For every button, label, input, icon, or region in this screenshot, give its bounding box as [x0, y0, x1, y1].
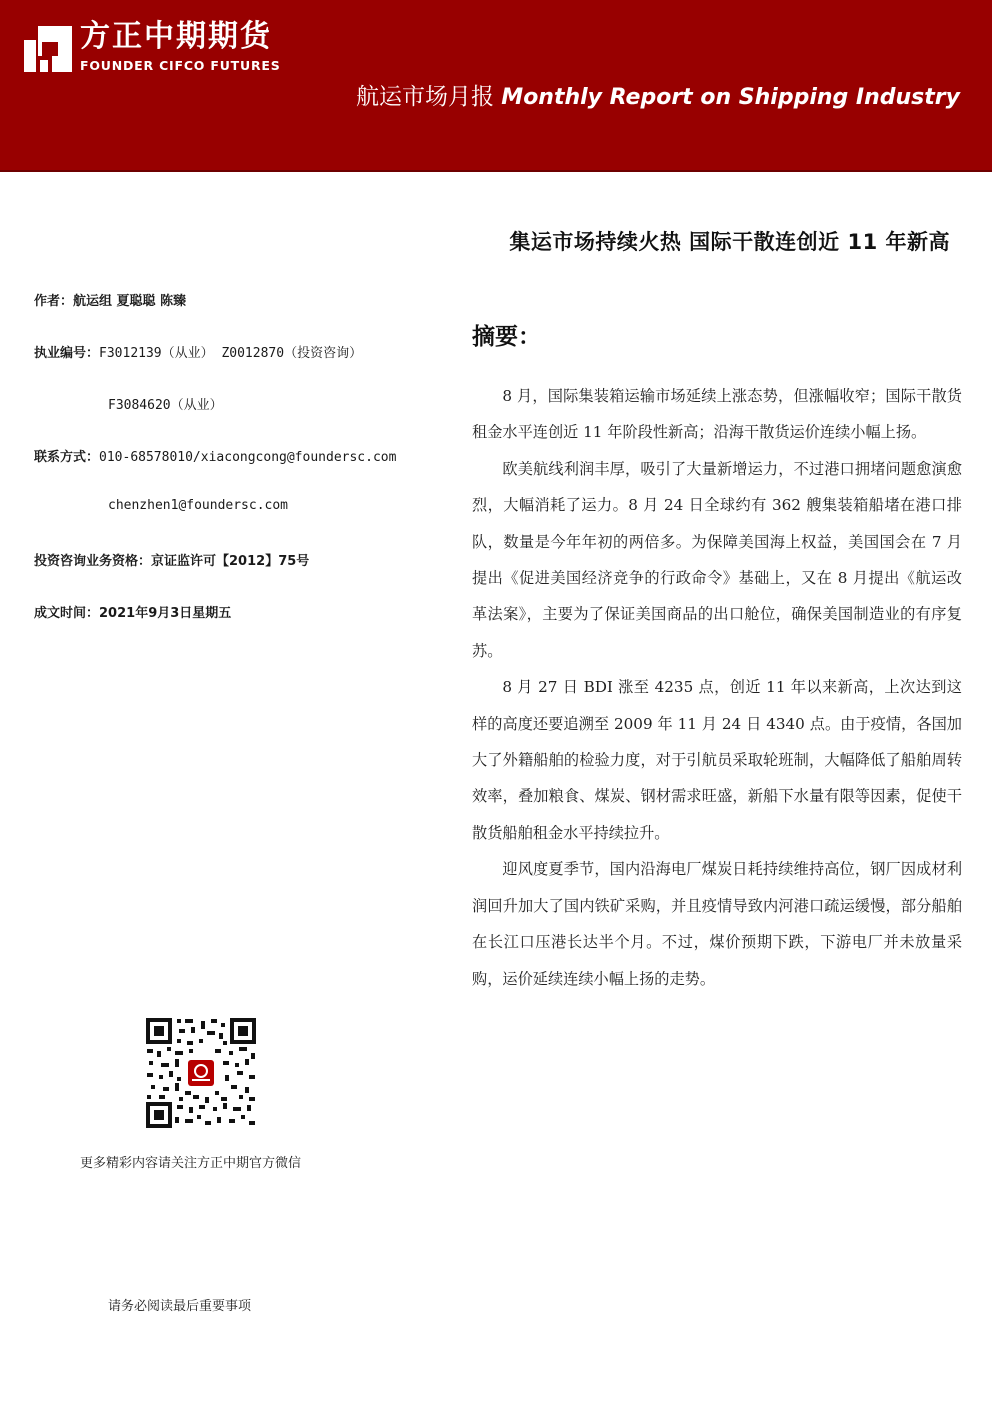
- logo-chinese-name: 方正中期期货: [80, 19, 272, 54]
- qr-caption: 更多精彩内容请关注方正中期官方微信: [80, 1156, 302, 1171]
- license-label: 执业编号：: [34, 346, 100, 361]
- qualification-value: 京证监许可【2012】75号: [151, 554, 310, 569]
- contact-value-2: chenzhen1@foundersc.com: [108, 498, 289, 513]
- author-line: [34, 290, 186, 309]
- summary-paragraph: 迎风度夏季节，国内沿海电厂煤炭日耗持续维持高位，钢厂因成材利润回升加大了国内铁矿采购，并且疫情导致内河港口疏运缓慢，部分船舶在长江口压港长达半个月。不过，煤价预期下跌，下游电厂并未放量采购，运价延续连续小幅上扬的走势。: [472, 860, 962, 988]
- header-banner: [0, 0, 992, 170]
- document-title: 集运市场持续火热 国际干散连创近 11 年新高: [509, 230, 950, 254]
- contact-value: 010-68578010/xiacongcong@foundersc.com: [99, 450, 397, 465]
- contact-line-2: [108, 498, 288, 513]
- license-line: [34, 342, 362, 361]
- report-title-cn: 航运市场月报: [355, 84, 494, 110]
- license-line-2: [108, 394, 223, 413]
- summary-body: [472, 378, 962, 997]
- company-logo-icon: [22, 22, 74, 74]
- disclaimer-note: 请务必阅读最后重要事项: [108, 1299, 252, 1314]
- summary-paragraph: 8 月，国际集装箱运输市场延续上涨态势，但涨幅收窄；国际干散货租金水平连创近 11 年阶段性新高；沿海干散货运价连续小幅上扬。: [472, 387, 962, 442]
- license-value: F3012139（从业） Z0012870（投资咨询）: [99, 346, 363, 361]
- report-series-title: [356, 78, 960, 111]
- summary-heading: 摘要：: [472, 324, 541, 350]
- logo-english-name: FOUNDER CIFCO FUTURES: [80, 58, 281, 73]
- wechat-qr-code-icon: [145, 1017, 257, 1129]
- date-value: 2021年9月3日星期五: [99, 606, 232, 621]
- license-value-2: F3084620（从业）: [108, 398, 223, 413]
- banner-divider: [0, 170, 992, 172]
- summary-paragraph: 欧美航线利润丰厚，吸引了大量新增运力，不过港口拥堵问题愈演愈烈，大幅消耗了运力。8 月 24 日全球约有 362 艘集装箱船堵在港口排队，数量是今年年初的两倍多。为保障美国海上权益，美国国会在 7 月提出《促进美国经济竞争的行政命令》基础上，又在 8 月提出《航运改革法案》，主要为了保证美国商品的出口舱位，确保美国制造业的有序复苏。: [472, 459, 962, 660]
- qualification-label: 投资咨询业务资格：: [34, 554, 152, 569]
- contact-line: [34, 446, 396, 465]
- author-label: 作者：: [34, 294, 74, 309]
- date-label: 成文时间：: [34, 606, 100, 621]
- report-title-en: Monthly Report on Shipping Industry: [501, 85, 960, 110]
- qualification-line: [34, 550, 309, 569]
- summary-paragraph: 8 月 27 日 BDI 涨至 4235 点，创近 11 年以来新高，上次达到这样的高度还要追溯至 2009 年 11 月 24 日 4340 点。由于疫情，各国加大了外籍船舶的检验力度，对于引航员采取轮班制，大幅降低了船舶周转效率，叠加粮食、煤炭、钢材需求旺盛，新船下水量有限等因素，促使干散货船舶租金水平持续拉升。: [472, 678, 962, 842]
- contact-label: 联系方式：: [34, 450, 100, 465]
- date-line: [34, 602, 231, 621]
- author-value: 航运组 夏聪聪 陈臻: [73, 294, 187, 309]
